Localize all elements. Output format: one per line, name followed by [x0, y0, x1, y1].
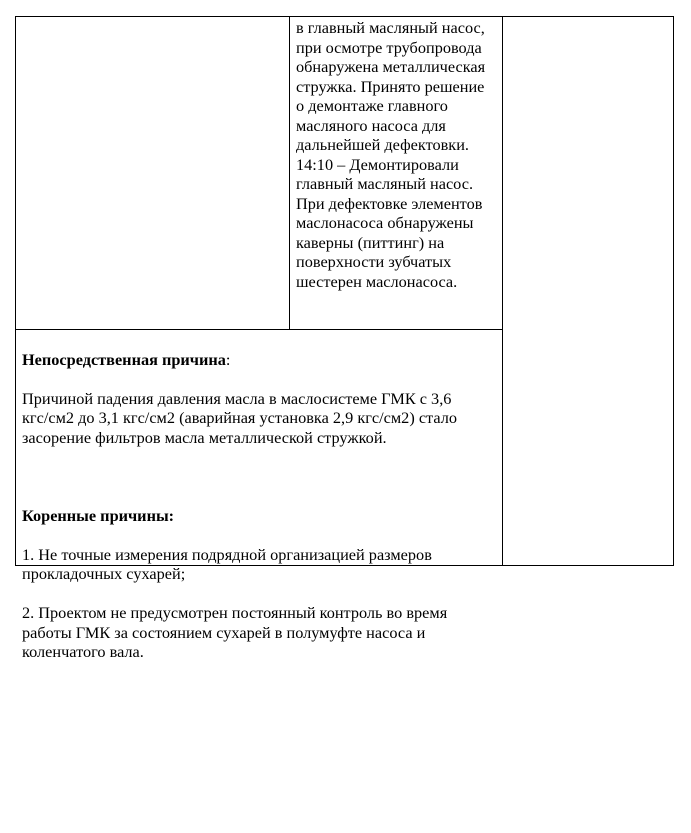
events-description: в главный масляный насос, при осмотре трубопровода обнаружена металлическая стружка. Принято решение о демонтаже главного масляного насоса для дальнейшей дефектовки. 14:10 – Демонтировали главный масляный насос. При дефектовке элементов маслонасоса обнаружены каверны (питтинг) на поверхности зубчатых шестерен маслонасоса.: [296, 18, 486, 291]
direct-cause-heading: Непосредственная причина: [22, 349, 226, 369]
column-divider-right: [502, 17, 503, 565]
column-divider-left: [289, 17, 290, 329]
direct-cause-colon: :: [225, 349, 231, 369]
causes-cell: [22, 330, 500, 681]
direct-cause-text: Причиной падения давления масла в маслосистеме ГМК с 3,6 кгс/см2 до 3,1 кгс/см2 (аварийная установка 2,9 кгс/см2) стало засорение фильтров масла металлической стружкой.: [22, 388, 457, 447]
root-cause-item-1: 1. Не точные измерения подрядной организацией размеров прокладочных сухарей;: [22, 544, 432, 583]
direct-cause-paragraph: [22, 350, 500, 370]
paragraph-spacer: [22, 467, 500, 487]
root-causes-heading: Коренные причины:: [22, 505, 175, 525]
incident-table: [15, 16, 674, 661]
root-cause-item-2: 2. Проектом не предусмотрен постоянный контроль во время работы ГМК за состоянием сухарей в полумуфте насоса и коленчатого вала.: [22, 603, 448, 661]
